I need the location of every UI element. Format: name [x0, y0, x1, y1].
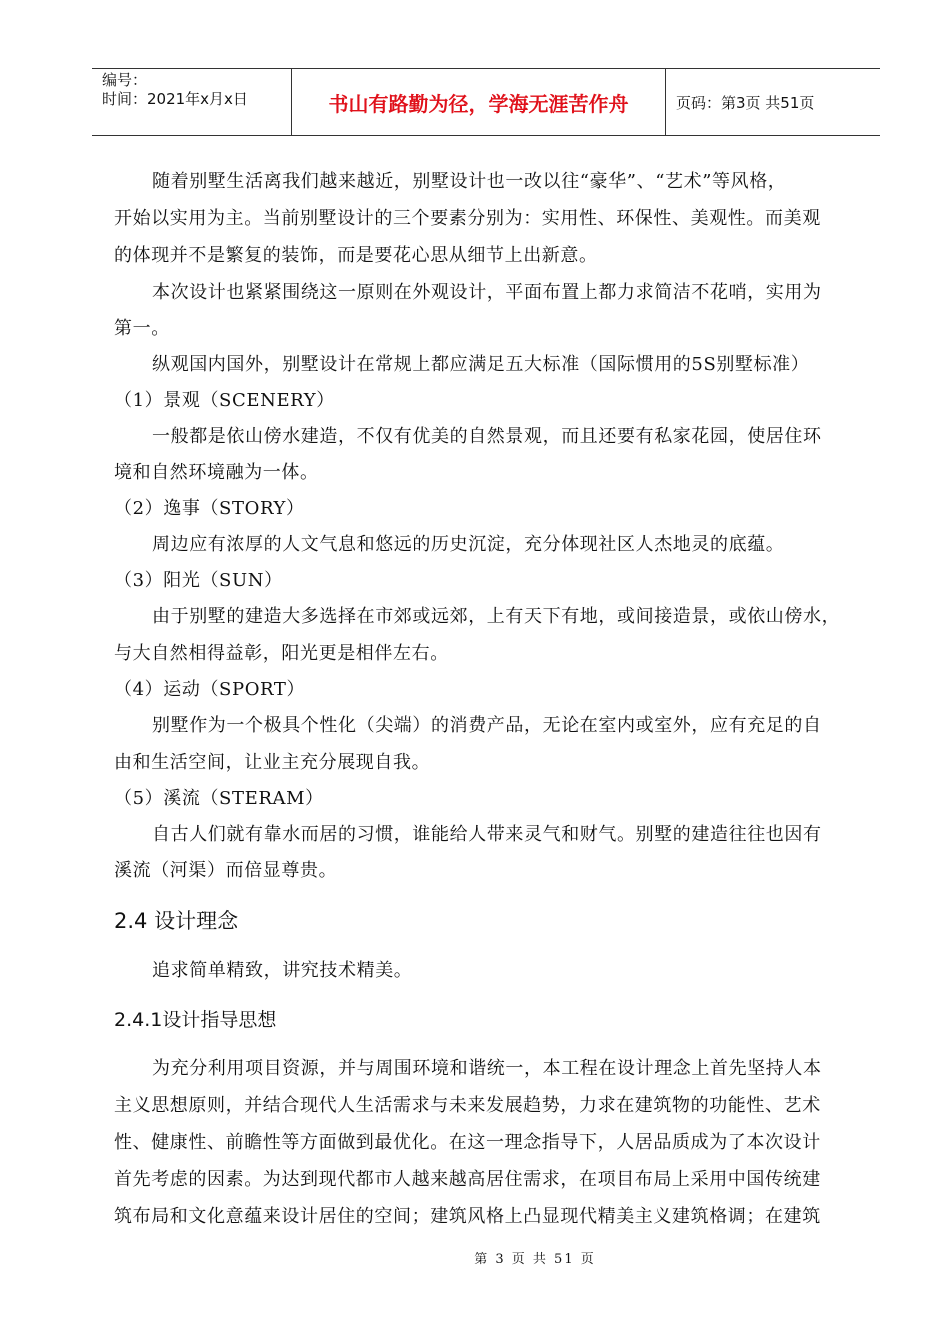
text-line: 为充分利用项目资源，并与周围环境和谐统一，本工程在设计理念上首先坚持人本	[152, 1058, 822, 1079]
text-line: 开始以实用为主。当前别墅设计的三个要素分别为：实用性、环保性、美观性。而美观	[114, 208, 821, 229]
text-line: 自古人们就有靠水而居的习惯，谁能给人带来灵气和财气。别墅的建造往往也因有	[152, 824, 822, 845]
text-line: 别墅作为一个极具个性化（尖端）的消费产品，无论在室内或室外，应有充足的自	[152, 715, 822, 736]
text-line: 性、健康性、前瞻性等方面做到最优化。在这一理念指导下，人居品质成为了本次设计	[114, 1132, 821, 1153]
text-line: 本次设计也紧紧围绕这一原则在外观设计，平面布置上都力求简洁不花哨，实用为	[152, 282, 822, 303]
list-item-title: （1）景观（SCENERY）	[114, 390, 335, 411]
text-line: 的体现并不是繁复的装饰，而是要花心思从细节上出新意。	[114, 245, 598, 266]
text-line: 溪流（河渠）而倍显尊贵。	[114, 860, 338, 881]
header-meta	[92, 69, 292, 135]
number-label: 编号：	[102, 71, 148, 89]
list-item-title: （2）逸事（STORY）	[114, 498, 305, 519]
text-line: 与大自然相得益彰，阳光更是相伴左右。	[114, 643, 449, 664]
text-line: 纵观国内国外，别墅设计在常规上都应满足五大标准（国际惯用的5S别墅标准）	[152, 354, 810, 375]
text-line: 周边应有浓厚的人文气息和悠远的历史沉淀，充分体现社区人杰地灵的底蕴。	[152, 534, 785, 555]
text-line: 首先考虑的因素。为达到现代都市人越来越高居住需求，在项目布局上采用中国传统建	[114, 1169, 821, 1190]
text-line: 随着别墅生活离我们越来越近，别墅设计也一改以往“豪华”、“艺术”等风格，	[152, 171, 787, 192]
list-item-title: （5）溪流（STERAM）	[114, 788, 324, 809]
text-line: 境和自然环境融为一体。	[114, 462, 319, 483]
list-item-title: （3）阳光（SUN）	[114, 570, 283, 591]
text-line: 筑布局和文化意蕴来设计居住的空间；建筑风格上凸显现代精美主义建筑格调；在建筑	[114, 1206, 821, 1227]
text-line: 一般都是依山傍水建造，不仅有优美的自然景观，而且还要有私家花园，使居住环	[152, 426, 822, 447]
section-heading: 2.4 设计理念	[114, 909, 239, 933]
header-motto: 书山有路勤为径，学海无涯苦作舟	[292, 69, 666, 135]
page-footer: 第 3 页 共 51 页	[474, 1252, 596, 1267]
subsection-heading: 2.4.1设计指导思想	[114, 1009, 277, 1031]
text-line: 第一。	[114, 318, 170, 339]
text-line: 追求简单精致，讲究技术精美。	[152, 960, 413, 981]
time-label: 时间：2021年x月x日	[102, 90, 248, 108]
header-page-label: 页码：第3页 共51页	[676, 93, 815, 112]
text-line: 由于别墅的建造大多选择在市郊或远郊，上有天下有地，或间接造景，或依山傍水，	[152, 606, 841, 627]
text-line: 由和生活空间，让业主充分展现自我。	[114, 752, 431, 773]
list-item-title: （4）运动（SPORT）	[114, 679, 306, 700]
text-line: 主义思想原则，并结合现代人生活需求与未来发展趋势，力求在建筑物的功能性、艺术	[114, 1095, 821, 1116]
page-header	[92, 68, 880, 136]
